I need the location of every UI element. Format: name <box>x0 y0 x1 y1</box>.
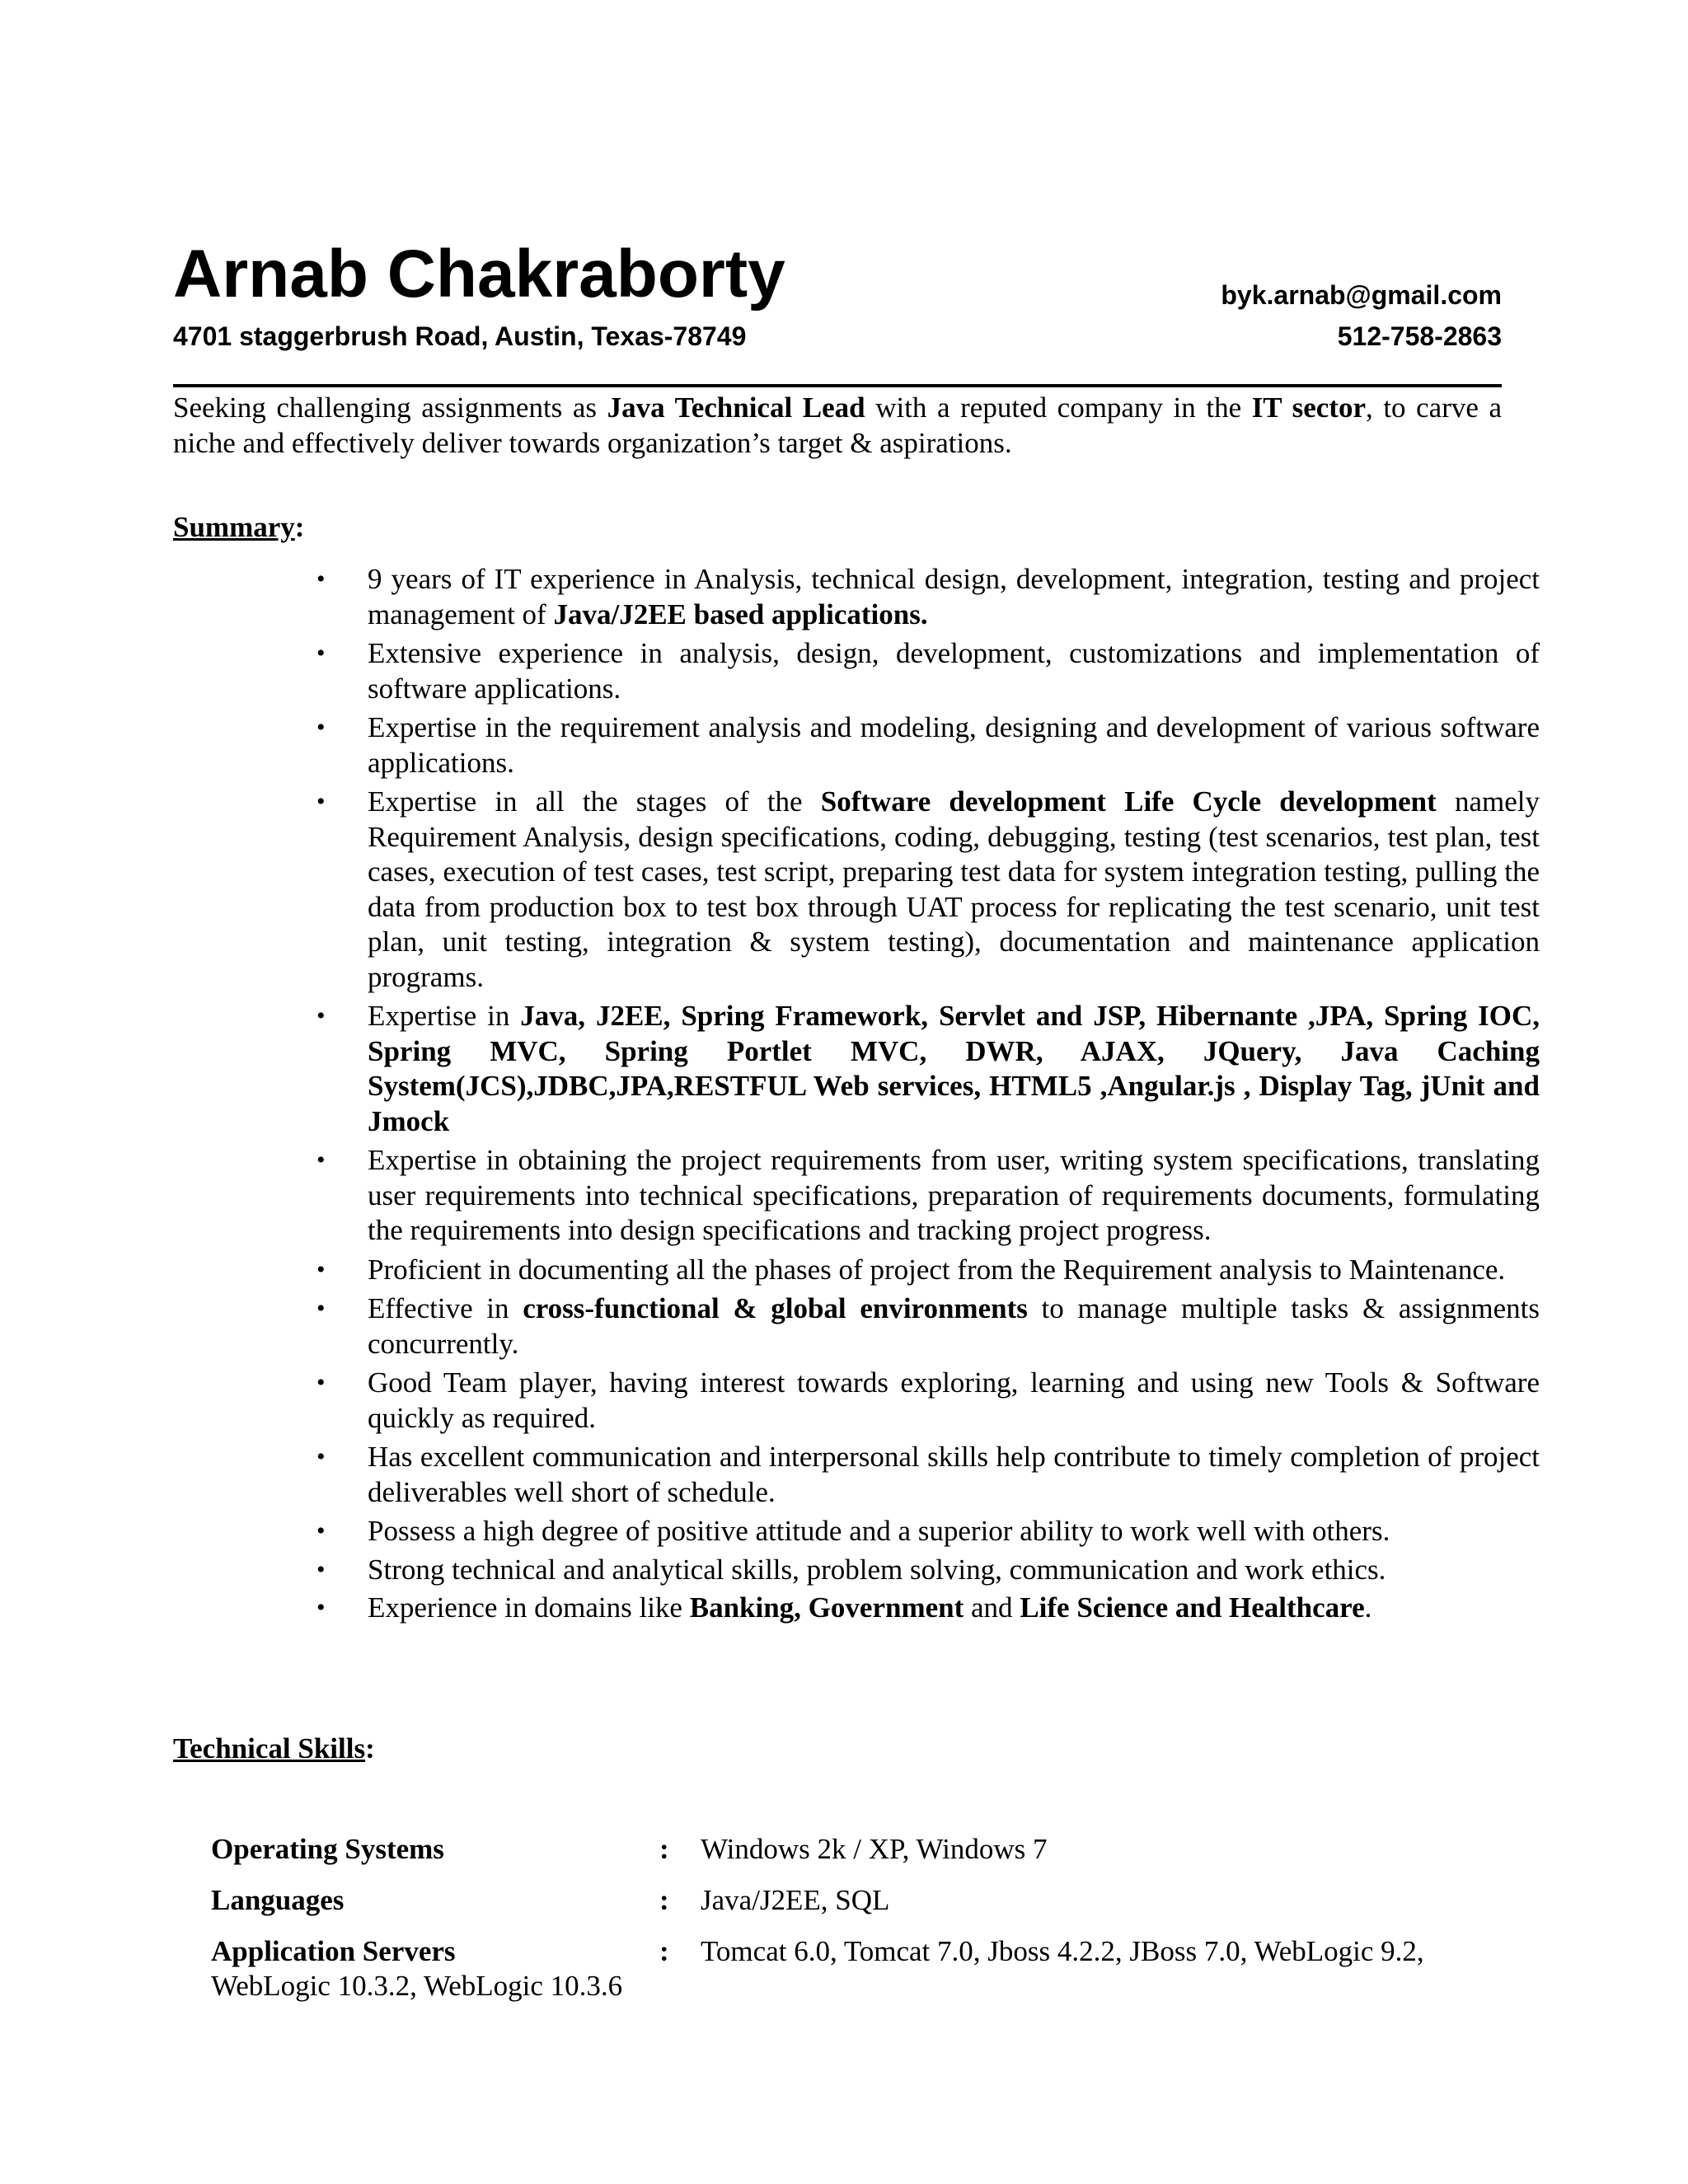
skill-row <box>211 1882 1546 1933</box>
list-item-bold: Banking, Government <box>689 1591 964 1624</box>
list-item <box>316 1253 1540 1288</box>
header-divider <box>173 384 1502 387</box>
list-item <box>316 1143 1540 1249</box>
technical-skills-table <box>211 1831 1546 2004</box>
objective-bold-sector: IT sector <box>1251 391 1366 424</box>
skill-value: Java/J2EE, SQL <box>701 1884 890 1916</box>
list-item-text: and <box>964 1591 1020 1624</box>
skill-value: Tomcat 6.0, Tomcat 7.0, Jboss 4.2.2, JBoss 7.0, WebLogic 9.2, <box>701 1935 1424 1967</box>
bullet-icon: • <box>316 1594 326 1621</box>
summary-heading <box>173 509 304 545</box>
list-item-bold: Software development Life Cycle development <box>820 785 1437 818</box>
skill-separator: : <box>659 1935 669 1967</box>
bullet-icon: • <box>316 1295 326 1322</box>
bullet-icon: • <box>316 1443 326 1470</box>
list-item-text: namely Requirement Analysis, design specifications, coding, debugging, testing (test scenarios, test plan, test cases, execution of test cases, test script, preparing test data for system integration testing, pulling the data from production box to test box through UAT process for replicating the test scenario, unit test plan, unit testing, integration & system testing), documentation and maintenance application programs. <box>368 785 1540 993</box>
objective-statement <box>173 390 1502 461</box>
summary-list <box>316 562 1540 1629</box>
list-item-bold: Java/J2EE based applications. <box>553 598 928 630</box>
skill-row <box>211 1831 1546 1882</box>
list-item <box>316 1591 1540 1626</box>
list-item <box>316 636 1540 706</box>
skill-separator: : <box>659 1884 669 1916</box>
list-item-text: Expertise in all the stages of the <box>368 785 821 818</box>
skill-label: Operating Systems <box>211 1833 444 1865</box>
bullet-icon: • <box>316 788 326 815</box>
list-item <box>316 1366 1540 1436</box>
list-item-text: Experience in domains like <box>368 1591 690 1624</box>
list-item-text: Extensive experience in analysis, design, development, customizations and implementation of software applications. <box>368 637 1540 705</box>
candidate-name: Arnab Chakraborty <box>173 237 785 312</box>
skill-value-continuation: WebLogic 10.3.2, WebLogic 10.3.6 <box>211 1970 623 2002</box>
skill-value: Windows 2k / XP, Windows 7 <box>701 1833 1048 1865</box>
skill-separator: : <box>659 1833 669 1865</box>
list-item <box>316 710 1540 780</box>
bullet-icon: • <box>316 1517 326 1544</box>
bullet-icon: • <box>316 1002 326 1029</box>
list-item-bold: Life Science and Healthcare <box>1020 1591 1365 1624</box>
bullet-icon: • <box>316 1555 326 1583</box>
email-address: byk.arnab@gmail.com <box>1221 280 1502 310</box>
list-item <box>316 1514 1540 1549</box>
list-item-text: Effective in <box>368 1292 523 1324</box>
list-item-text: Possess a high degree of positive attitude and a superior ability to work well with others. <box>368 1515 1390 1547</box>
postal-address: 4701 staggerbrush Road, Austin, Texas-78749 <box>173 321 747 351</box>
bullet-icon: • <box>316 565 326 593</box>
list-item-text: to manage multiple tasks & assignments concurrently. <box>368 1292 1540 1360</box>
list-item <box>316 1291 1540 1361</box>
objective-text-3: , to carve a niche and effectively deliver towards organization’s target & aspirations. <box>173 391 1502 459</box>
list-item-text: Has excellent communication and interpersonal skills help contribute to timely completion of project deliverables well short of schedule. <box>368 1441 1540 1508</box>
list-item-text: Strong technical and analytical skills, problem solving, communication and work ethics. <box>368 1553 1386 1586</box>
list-item <box>316 999 1540 1139</box>
bullet-icon: • <box>316 714 326 741</box>
objective-text-2: with a reputed company in the <box>865 391 1252 424</box>
list-item-text: Proficient in documenting all the phases of project from the Requirement analysis to Maintenance. <box>368 1253 1506 1286</box>
skill-label: Languages <box>211 1884 345 1916</box>
objective-text-1: Seeking challenging assignments as <box>173 391 607 424</box>
technical-skills-heading <box>173 1731 375 1766</box>
bullet-icon: • <box>316 1146 326 1174</box>
list-item-text: 9 years of IT experience in Analysis, technical design, development, integration, testing and project management of <box>368 563 1540 630</box>
summary-heading-label: Summary <box>173 511 295 543</box>
bullet-icon: • <box>316 1369 326 1396</box>
summary-heading-colon: : <box>294 511 305 543</box>
technical-skills-heading-colon: : <box>365 1732 375 1765</box>
list-item-text: Expertise in the requirement analysis and modeling, designing and development of various software applications. <box>368 711 1540 779</box>
list-item-text: Expertise in <box>368 1000 521 1032</box>
list-item <box>316 562 1540 632</box>
list-item-text: . <box>1364 1591 1372 1624</box>
objective-bold-role: Java Technical Lead <box>607 391 865 424</box>
phone-number: 512-758-2863 <box>1337 321 1502 351</box>
skill-label: Application Servers <box>211 1935 456 1967</box>
list-item <box>316 1553 1540 1588</box>
bullet-icon: • <box>316 1255 326 1283</box>
list-item <box>316 785 1540 995</box>
list-item-bold: cross-functional & global environments <box>523 1292 1028 1324</box>
list-item-text: Expertise in obtaining the project requirements from user, writing system specifications, translating user requirements into technical specifications, preparation of requirements documents, formulating the requirements into design specifications and tracking project progress. <box>368 1144 1540 1246</box>
technical-skills-heading-label: Technical Skills <box>173 1732 366 1765</box>
list-item <box>316 1440 1540 1510</box>
list-item-text: Good Team player, having interest towards exploring, learning and using new Tools & Software quickly as required. <box>368 1366 1540 1434</box>
bullet-icon: • <box>316 640 326 667</box>
list-item-bold: Java, J2EE, Spring Framework, Servlet and JSP, Hibernante ,JPA, Spring IOC, Spring MVC, Spring Portlet MVC, DWR, AJAX, JQuery, Java Caching System(JCS),JDBC,JPA,RESTFUL Web services, HTML5 ,Angular.js , Display Tag, jUnit and Jmock <box>368 1000 1540 1137</box>
